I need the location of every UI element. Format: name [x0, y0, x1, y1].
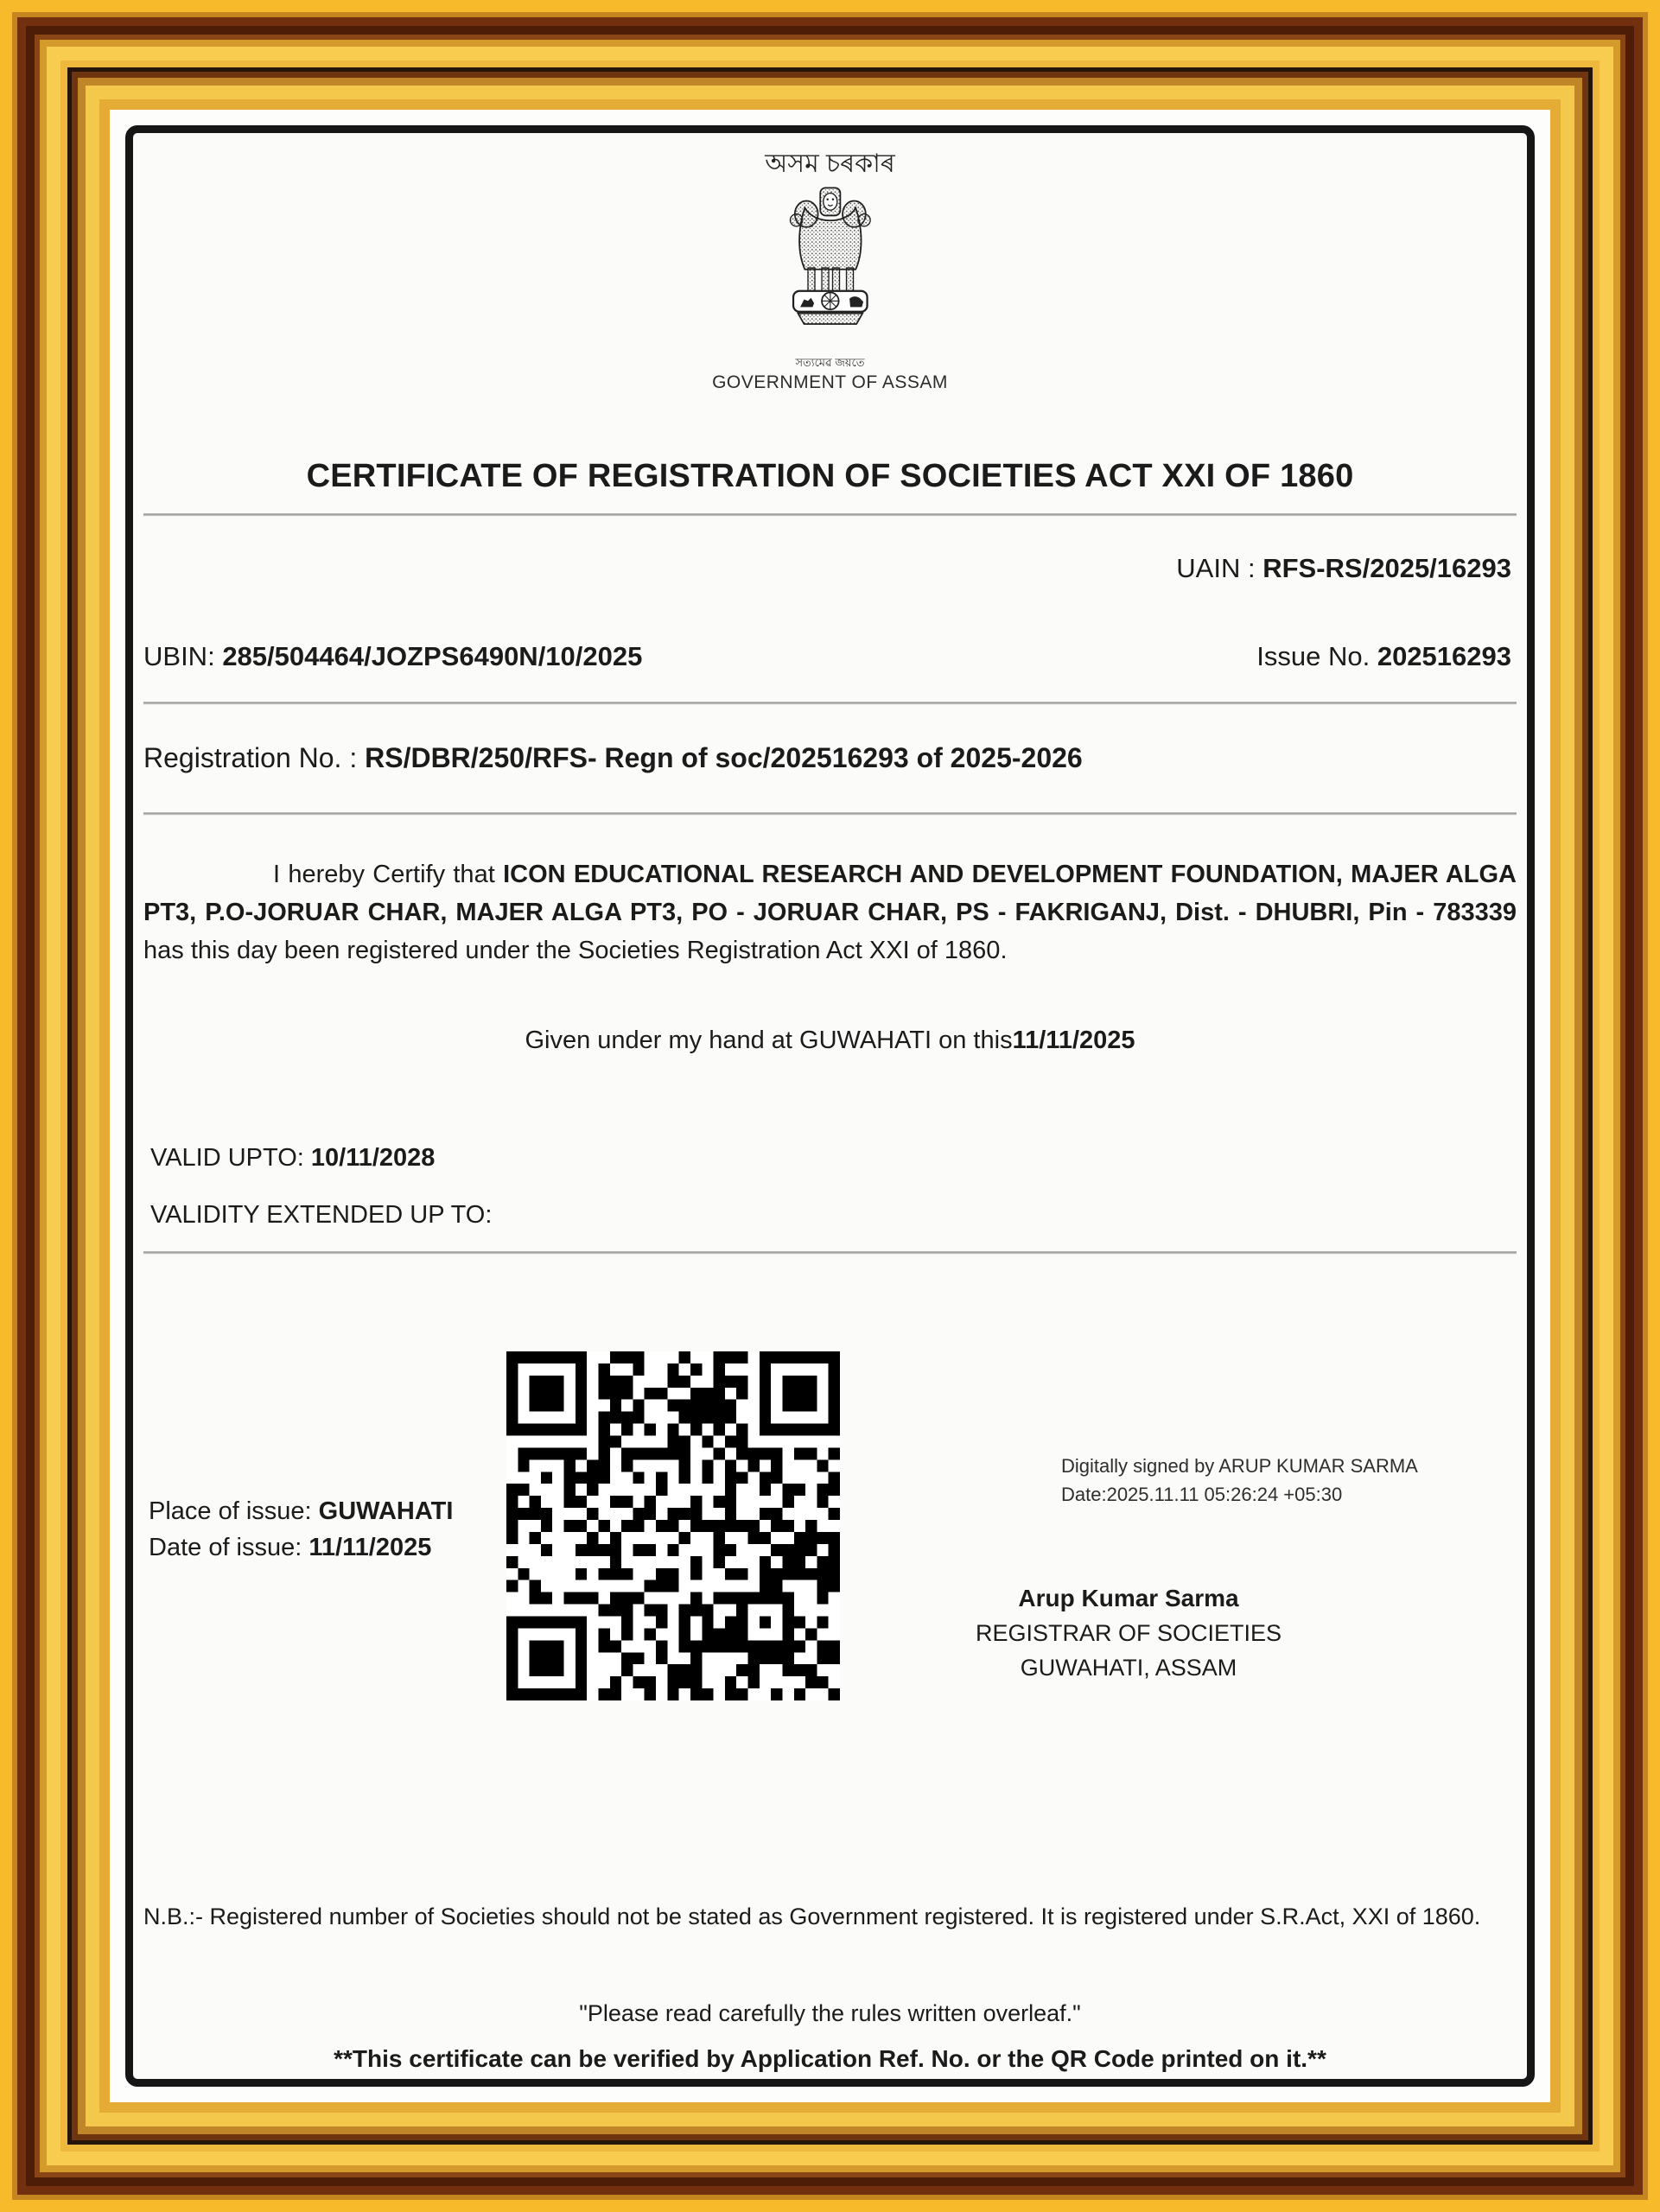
place-of-issue-label: Place of issue: — [149, 1497, 312, 1525]
date-of-issue-label: Date of issue: — [149, 1534, 302, 1561]
digital-signature-block — [1061, 1452, 1418, 1509]
certify-prefix: I hereby Certify that — [273, 861, 495, 888]
uain-value: RFS-RS/2025/16293 — [1262, 553, 1511, 583]
certify-suffix: has this day been registered under the Societies Registration Act XXI of 1860. — [143, 937, 1008, 964]
frame-band — [99, 99, 1561, 2113]
nb-note: N.B.:- Registered number of Societies should not be stated as Government registered. It is registered under S.R.Act, XXI of 1860. — [143, 1904, 1481, 1929]
certificate-page — [125, 125, 1535, 2087]
valid-upto-label: VALID UPTO: — [150, 1144, 304, 1172]
uain-label: UAIN : — [1176, 553, 1256, 583]
divider — [143, 702, 1517, 705]
given-date: 11/11/2025 — [1012, 1027, 1135, 1054]
registration-no-row — [143, 740, 1517, 776]
given-under-hand-line — [143, 1023, 1517, 1058]
ubin-label: UBIN: — [143, 641, 215, 671]
valid-upto-value: 10/11/2028 — [310, 1144, 436, 1172]
place-date-block — [149, 1493, 453, 1566]
divider — [143, 812, 1517, 816]
government-of-assam-label: GOVERNMENT OF ASSAM — [712, 372, 948, 392]
issue-no-label: Issue No. — [1256, 641, 1371, 671]
frame-band — [40, 40, 1620, 2172]
emblem-motto: সত্যমেৱ জয়তে — [795, 356, 865, 369]
overleaf-note: "Please read carefully the rules written overleaf." — [579, 2000, 1081, 2026]
place-of-issue-row — [149, 1493, 453, 1529]
frame-band — [12, 12, 1648, 2200]
date-of-issue-row — [149, 1529, 453, 1566]
frame-band — [26, 26, 1634, 2186]
date-of-issue-value: 11/11/2025 — [308, 1534, 432, 1561]
verification-note: **This certificate can be verified by Application Ref. No. or the QR Code printed on it.** — [334, 2045, 1326, 2072]
ubin-value: 285/504464/JOZPS6490N/10/2025 — [222, 641, 643, 671]
registrar-location: GUWAHATI, ASSAM — [1020, 1655, 1237, 1681]
certificate-title: CERTIFICATE OF REGISTRATION OF SOCIETIES ACT XXI OF 1860 — [306, 458, 1354, 494]
registrar-block — [878, 1581, 1379, 1685]
uain-row — [143, 551, 1517, 586]
frame-mat — [110, 110, 1550, 2102]
society-name-address: ICON EDUCATIONAL RESEARCH AND DEVELOPMENT FOUNDATION, MAJER ALGA PT3, P.O-JORUAR CHAR, MAJER ALGA PT3, PO - JORUAR CHAR, PS - FAKRIGANJ, Dist. - DHUBRI, Pin - 783339 — [143, 861, 1517, 926]
frame-band — [60, 60, 1600, 2152]
assamese-government-title: অসম চৰকাৰ — [765, 149, 895, 178]
frame-band — [78, 78, 1582, 2134]
registrar-name: Arup Kumar Sarma — [1018, 1585, 1239, 1611]
digital-signature-line2: Date:2025.11.11 05:26:24 +05:30 — [1061, 1484, 1343, 1505]
frame-band — [67, 67, 1593, 2145]
qr-code — [506, 1351, 840, 1700]
certification-paragraph — [143, 855, 1517, 969]
place-of-issue-value: GUWAHATI — [318, 1497, 454, 1525]
frame-band — [72, 72, 1588, 2140]
valid-upto-row — [143, 1141, 1517, 1175]
signature-region — [143, 1255, 1517, 1901]
registration-no-value: RS/DBR/250/RFS- Regn of soc/202516293 of 2025-2026 — [365, 742, 1083, 773]
frame-band — [17, 17, 1643, 2195]
digital-signature-line1: Digitally signed by ARUP KUMAR SARMA — [1061, 1455, 1418, 1477]
ashoka-lion-capital-icon — [773, 183, 888, 353]
frame-band — [35, 35, 1625, 2177]
registrar-designation: REGISTRAR OF SOCIETIES — [975, 1620, 1282, 1646]
issue-no-value: 202516293 — [1377, 641, 1511, 671]
given-prefix: Given under my hand at GUWAHATI on this — [525, 1027, 1013, 1054]
ubin-row — [143, 639, 1517, 674]
ubin-field — [143, 639, 642, 674]
divider — [143, 513, 1517, 517]
qr-code-canvas — [506, 1351, 840, 1700]
issue-no-field — [1256, 639, 1511, 674]
registration-no-label: Registration No. : — [143, 742, 358, 773]
frame-band — [86, 86, 1574, 2126]
emblem-block — [143, 183, 1517, 372]
validity-extended-row: VALIDITY EXTENDED UP TO: — [150, 1201, 493, 1229]
frame-band — [47, 47, 1613, 2165]
